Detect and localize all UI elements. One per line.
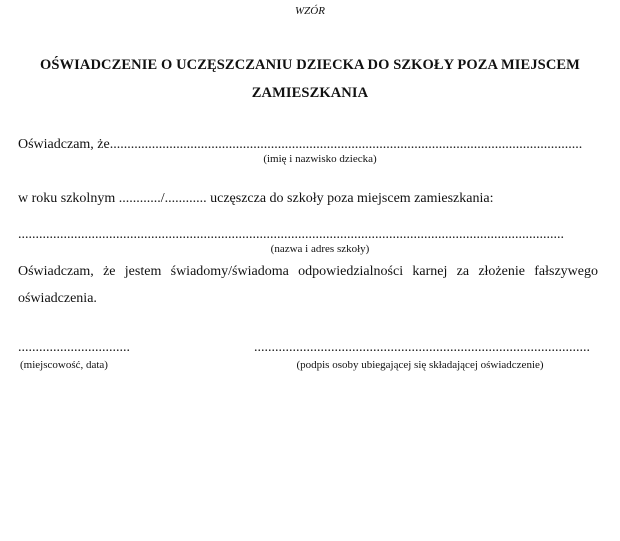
document-title-line-2: ZAMIESZKANIA [251, 85, 369, 101]
signature-dots: ................................................................................................ [254, 340, 590, 355]
document-title-line-1: OŚWIADCZENIE O UCZĘSZCZANIU DZIECKA DO SZKOŁY POZA MIEJSCEM [40, 57, 580, 73]
school-year-line: w roku szkolnym ............/............ uczęszcza do szkoły poza miejscem zamieszkania: [18, 191, 494, 206]
template-marker: WZÓR [295, 5, 325, 17]
place-date-caption: (miejscowość, data) [20, 359, 108, 371]
school-name-dots: ............................................................................................................................................................ [18, 227, 564, 242]
child-name-caption: (imię i nazwisko dziecka) [263, 153, 377, 165]
child-name-line: Oświadczam, że....................................................................................................................................... [18, 137, 583, 152]
liability-statement-line-1: Oświadczam, że jestem świadomy/świadoma odpowiedzialności karnej za złożenie fałszywego [18, 264, 598, 279]
school-caption: (nazwa i adres szkoły) [270, 243, 370, 255]
liability-statement-line-2: oświadczenia. [18, 291, 97, 306]
place-date-dots: ................................ [18, 340, 130, 355]
signature-caption: (podpis osoby ubiegającej się składającej oświadczenie) [296, 359, 544, 371]
